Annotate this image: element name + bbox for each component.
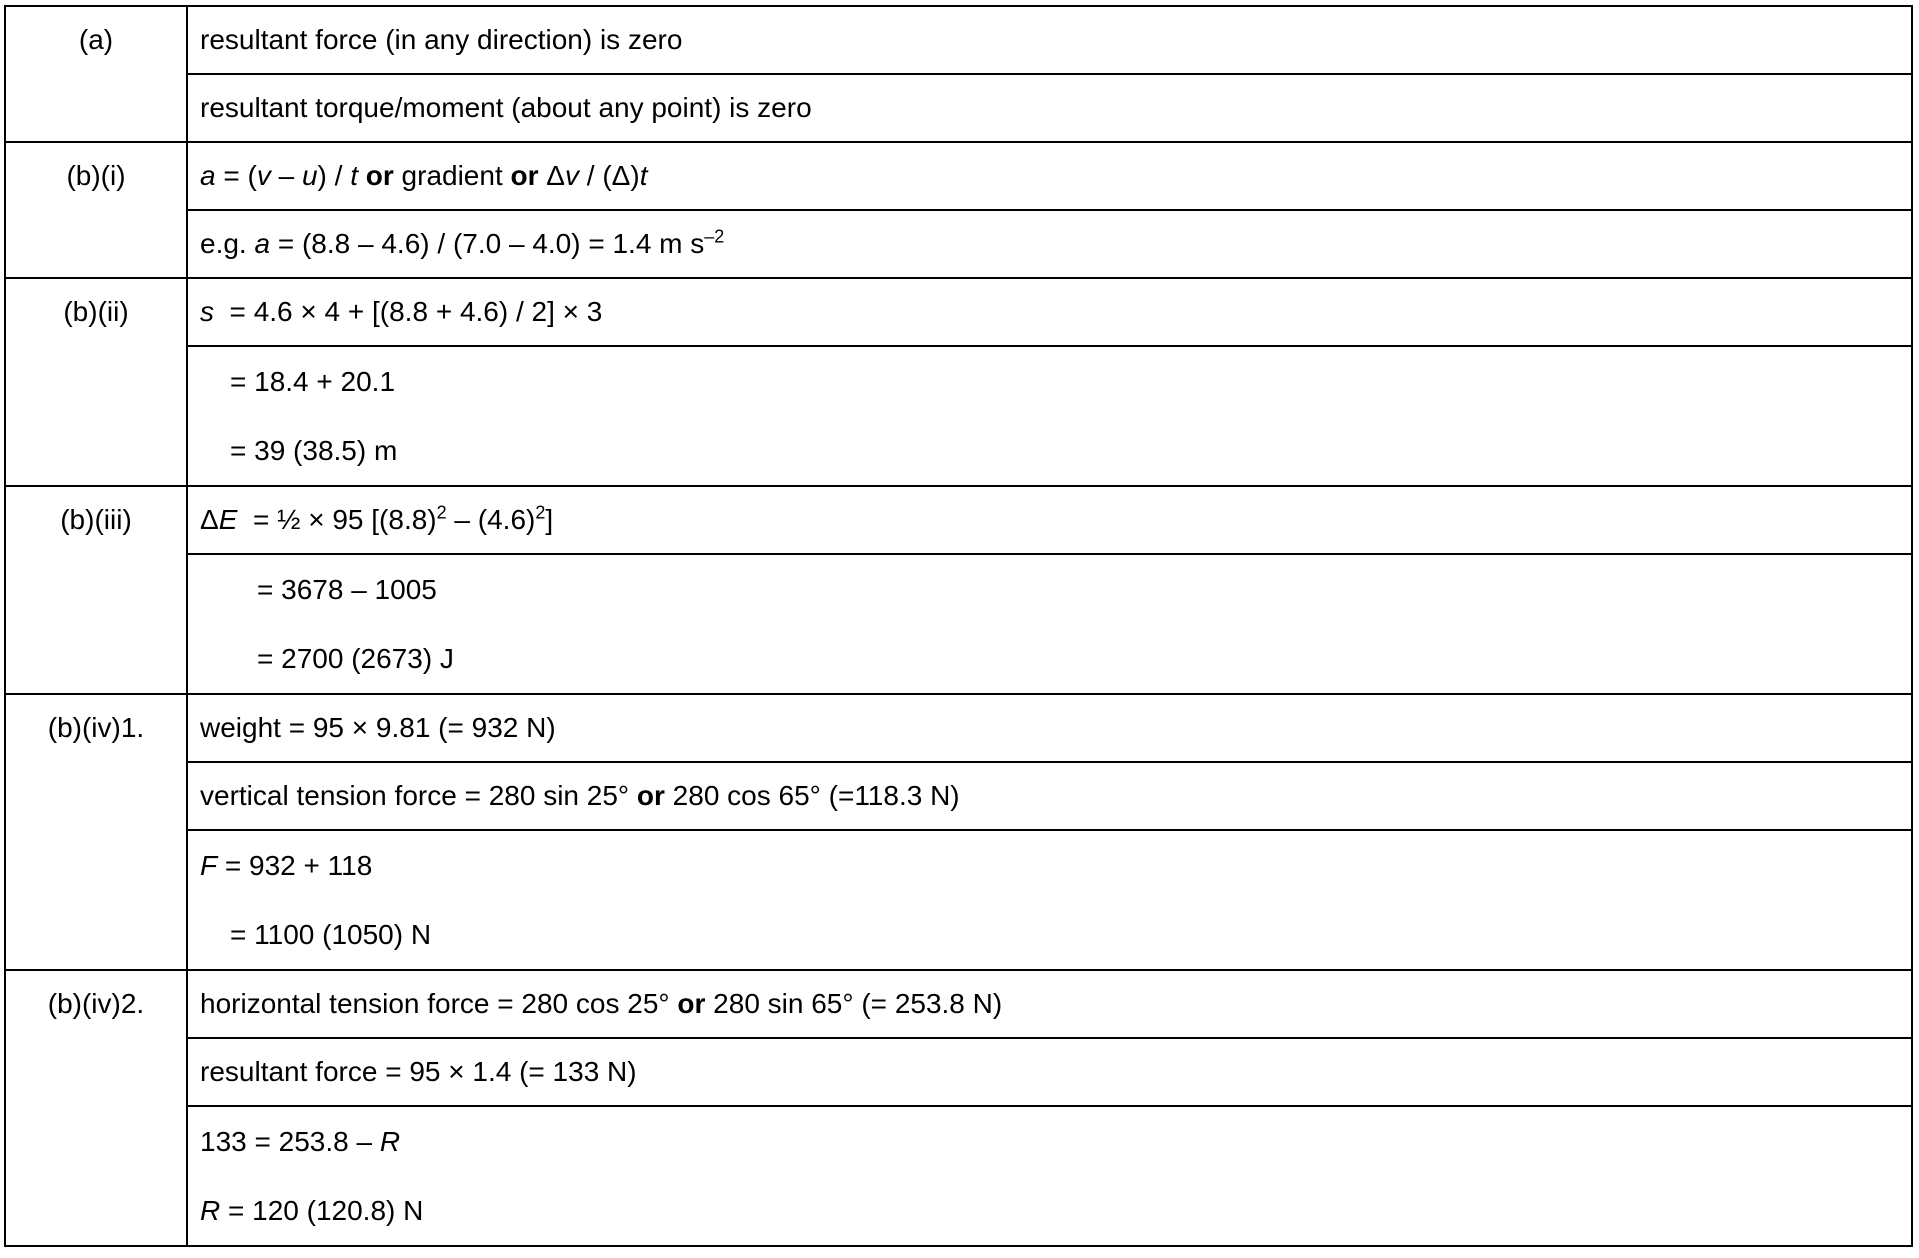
- formula-part: or: [677, 987, 706, 1019]
- table-row: [5, 486, 1912, 554]
- answer-text: resultant torque/moment (about any point) is zero: [200, 91, 812, 123]
- answer-cell: [187, 830, 1912, 970]
- answer-text: resultant force = 95 × 1.4 (= 133 N): [200, 1055, 637, 1087]
- table-row: [5, 694, 1912, 762]
- table-row: [5, 762, 1912, 830]
- formula-part: Δ: [538, 159, 565, 191]
- formula-part: v: [565, 159, 579, 191]
- formula-part: = ½ × 95 [(8.8): [237, 503, 437, 535]
- table-row: [5, 554, 1912, 694]
- table-row: [5, 278, 1912, 346]
- formula-part: – (4.6): [446, 503, 536, 535]
- formula-part: t: [639, 159, 648, 191]
- answer-cell: [187, 1106, 1912, 1246]
- answer-line: = 2700 (2673) J: [257, 643, 454, 674]
- question-label-text: (b)(ii): [63, 296, 129, 327]
- table-row: [5, 970, 1912, 1038]
- superscript: 2: [535, 502, 546, 523]
- formula-part: –: [270, 159, 302, 191]
- formula-part: = 120 (120.8) N: [220, 1195, 424, 1226]
- question-label-text: (a): [78, 24, 114, 55]
- formula-part: 280 sin 65° (= 253.8 N): [705, 987, 1003, 1019]
- formula-part: or: [636, 779, 665, 811]
- answer-cell: [187, 486, 1912, 554]
- formula-part: F: [200, 850, 218, 881]
- table-row: [5, 1106, 1912, 1246]
- formula-part: e.g.: [200, 227, 255, 259]
- answer-line: = 3678 – 1005: [257, 574, 437, 605]
- answer-cell: [187, 1038, 1912, 1106]
- formula-part: v: [256, 159, 271, 191]
- answer-cell: [187, 74, 1912, 142]
- formula-part: a: [200, 159, 216, 191]
- formula-part: = (8.8 – 4.6) / (7.0 – 4.0) = 1.4 m s: [270, 227, 705, 259]
- superscript: 2: [436, 502, 447, 523]
- formula-part: or: [357, 159, 394, 191]
- formula-part: vertical tension force = 280 sin 25°: [200, 779, 637, 811]
- answer-cell: [187, 278, 1912, 346]
- formula-part: 133 = 253.8 –: [200, 1126, 380, 1157]
- formula-part: = (: [215, 159, 257, 191]
- formula-part: a: [254, 227, 271, 259]
- question-label-text: (b)(iii): [60, 504, 132, 535]
- table-row: [5, 830, 1912, 970]
- question-label-text: (b)(iv)1.: [47, 712, 145, 743]
- formula-part: E: [218, 503, 238, 535]
- answer-line: = 18.4 + 20.1: [230, 366, 396, 397]
- formula-part: R: [200, 1195, 221, 1226]
- question-label: [5, 970, 187, 1246]
- formula-part: or: [510, 159, 539, 191]
- formula-part: = 4.6 × 4 + [(8.8 + 4.6) / 2] × 3: [214, 295, 603, 327]
- answer-cell: [187, 762, 1912, 830]
- question-label: [5, 6, 187, 142]
- table-row: [5, 6, 1912, 74]
- formula-part: u: [301, 159, 318, 191]
- table-row: [5, 210, 1912, 278]
- superscript: –2: [704, 226, 725, 247]
- formula-part: Δ: [200, 503, 219, 535]
- answer-cell: [187, 210, 1912, 278]
- answer-text: resultant force (in any direction) is zero: [200, 23, 683, 55]
- formula-part: R: [379, 1126, 401, 1157]
- formula-part: horizontal tension force = 280 cos 25°: [200, 987, 678, 1019]
- question-label-text: (b)(iv)2.: [47, 988, 145, 1019]
- question-label: [5, 694, 187, 970]
- question-label-text: (b)(i): [66, 160, 126, 191]
- formula-part: t: [350, 159, 358, 191]
- formula-part: = 932 + 118: [217, 850, 373, 881]
- answer-text: weight = 95 × 9.81 (= 932 N): [200, 711, 556, 743]
- table-row: [5, 142, 1912, 210]
- formula-part: ) /: [317, 159, 351, 191]
- table-row: [5, 74, 1912, 142]
- answer-line: = 1100 (1050) N: [230, 919, 432, 950]
- answer-cell: [187, 142, 1912, 210]
- question-label: [5, 142, 187, 278]
- formula-part: 280 cos 65° (=118.3 N): [664, 779, 960, 811]
- answer-cell: [187, 970, 1912, 1038]
- formula-part: / (Δ): [579, 159, 640, 191]
- table-row: [5, 1038, 1912, 1106]
- formula-part: s: [200, 295, 214, 327]
- answer-cell: [187, 554, 1912, 694]
- formula-part: gradient: [393, 159, 511, 191]
- question-label: [5, 278, 187, 486]
- answer-cell: [187, 346, 1912, 486]
- question-label: [5, 486, 187, 694]
- formula-part: ]: [545, 503, 554, 535]
- answer-cell: [187, 694, 1912, 762]
- answer-cell: [187, 6, 1912, 74]
- table-row: [5, 346, 1912, 486]
- answer-line: = 39 (38.5) m: [230, 435, 398, 466]
- mark-scheme-table: [4, 5, 1913, 1247]
